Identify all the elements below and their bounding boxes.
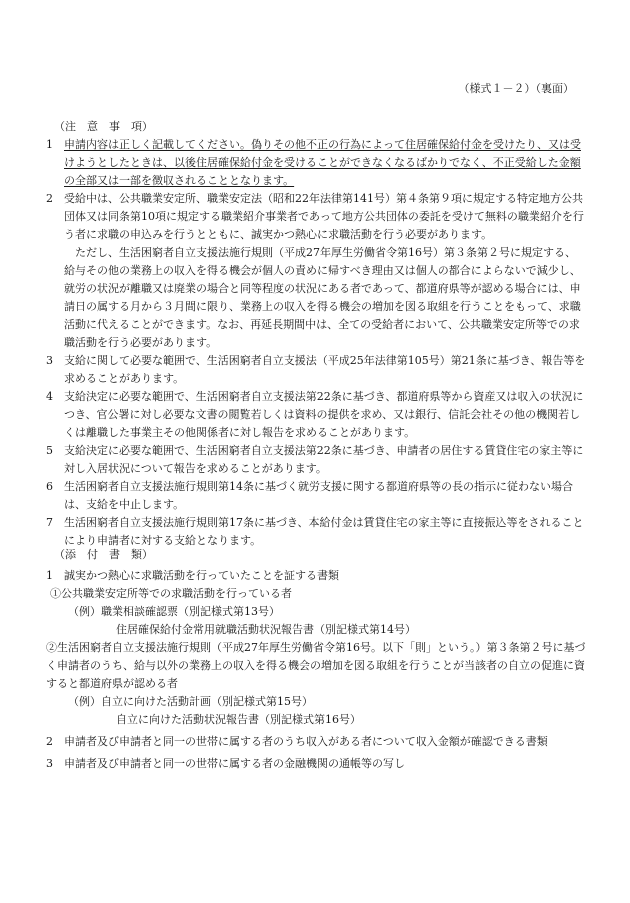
note-number: 2 [46, 192, 53, 205]
note-item-4 [46, 388, 586, 442]
note-item-7 [46, 514, 586, 550]
example-doc: 職業相談確認票（別記様式第13号） [101, 605, 280, 618]
attachment-sub-2: ②生活困窮者自立支援法施行規則（平成27年厚生労働省令第16号。以下「則」という。）第３条第２号に基づく申請者のうち、給与以外の業務上の収入を得る機会の増加を図る取組を行うことが当該者の自立の促進に資すると都道府県が認める者 [46, 641, 586, 690]
example-line [46, 693, 586, 711]
attachment-number: 2 [46, 735, 53, 748]
note-text: 支給決定に必要な範囲で、生活困窮者自立支援法第22条に基づき、申請者の居住する賃貸住宅の家主等に対し入居状況について報告を求めることがあります。 [64, 444, 584, 475]
example-label: （例） [68, 695, 101, 708]
attachment-sub-1: ①公共職業安定所等での求職活動を行っている者 [50, 587, 292, 600]
note-number: 6 [46, 480, 53, 493]
note-text: 支給決定に必要な範囲で、生活困窮者自立支援法第22条に基づき、都道府県等から資産又は収入の状況につき、官公署に対し必要な文書の閲覧若しくは資料の提供を求め、又は銀行、信託会社その他の機関若しくは離職した事業主その他関係者に対し報告を求めることがあります。 [64, 390, 584, 439]
note-item-6 [46, 478, 586, 514]
note-number: 3 [46, 354, 53, 367]
form-id: （様式１－２）（裏面） [458, 82, 574, 95]
attachment-item-2 [46, 733, 586, 751]
notes-heading: （注 意 事 項） [54, 120, 153, 133]
attachments-heading: （添 付 書 類） [54, 548, 153, 561]
note-item-2 [46, 190, 586, 352]
example-label: （例） [68, 605, 101, 618]
example-line [46, 603, 586, 621]
notes-list [46, 136, 586, 550]
example-doc: 住居確保給付金常用就職活動状況報告書（別記様式第14号） [116, 623, 416, 636]
attachment-text: 申請者及び申請者と同一の世帯に属する者のうち収入がある者について収入金額が確認できる書類 [64, 735, 548, 748]
note-text: 受給中は、公共職業安定所、職業安定法（昭和22年法律第141号）第４条第９項に規定する特定地方公共団体又は同条第10項に規定する職業紹介事業者であって地方公共団体の委託を受けて無料の職業紹介を行う者に求職の申込みを行うとともに、誠実かつ熱心に求職活動を行う必要があります。 [64, 192, 584, 241]
note-number: 5 [46, 444, 53, 457]
attachment-text: 申請者及び申請者と同一の世帯に属する者の金融機関の通帳等の写し [64, 757, 405, 770]
attachment-number: 1 [46, 569, 53, 582]
note-number: 1 [46, 138, 53, 151]
example-doc: 自立に向けた活動計画（別記様式第15号） [101, 695, 313, 708]
note-item-5 [46, 442, 586, 478]
note-number: 4 [46, 390, 53, 403]
note-text: 生活困窮者自立支援法施行規則第17条に基づき、本給付金は賃貸住宅の家主等に直接振込等をされることにより申請者に対する支給となります。 [64, 516, 584, 547]
note-item-3 [46, 352, 586, 388]
example-doc: 自立に向けた活動状況報告書（別記様式第16号） [116, 713, 361, 726]
note-item-1 [46, 136, 586, 190]
attachment-text: 誠実かつ熱心に求職活動を行っていたことを証する書類 [64, 569, 339, 582]
note-number: 7 [46, 516, 53, 529]
note-text-proviso: ただし、生活困窮者自立支援法施行規則（平成27年厚生労働省令第16号）第３条第２号に規定する、給与その他の業務上の収入を得る機会が個人の責めに帰すべき理由又は個人の都合によらないで減少し、就労の状況が離職又は廃業の場合と同等程度の状況にある者であって、都道府県等が認める場合には、申請日の属する月から３月間に限り、業務上の収入を得る機会の増加を図る取組を行うことをもって、求職活動に代えることができます。なお、再延長期間中は、全ての受給者において、公共職業安定所等での求職活動を行う必要があります。 [64, 246, 581, 349]
note-text: 支給に関して必要な範囲で、生活困窮者自立支援法（平成25年法律第105号）第21条に基づき、報告等を求めることがあります。 [64, 354, 586, 385]
attachment-item-1 [46, 567, 586, 585]
attachments-list [46, 567, 586, 773]
attachment-item-3 [46, 755, 586, 773]
note-text: 申請内容は正しく記載してください。偽りその他不正の行為によって住居確保給付金を受けたり、又は受けようとしたときは、以後住居確保給付金を受けることができなくなるばかりでなく、不正受給した金額の全部又は一部を徴収されることとなります。 [64, 138, 581, 187]
note-text: 生活困窮者自立支援法施行規則第14条に基づく就労支援に関する都道府県等の長の指示に従わない場合は、支給を中止します。 [64, 480, 573, 511]
attachment-number: 3 [46, 757, 53, 770]
